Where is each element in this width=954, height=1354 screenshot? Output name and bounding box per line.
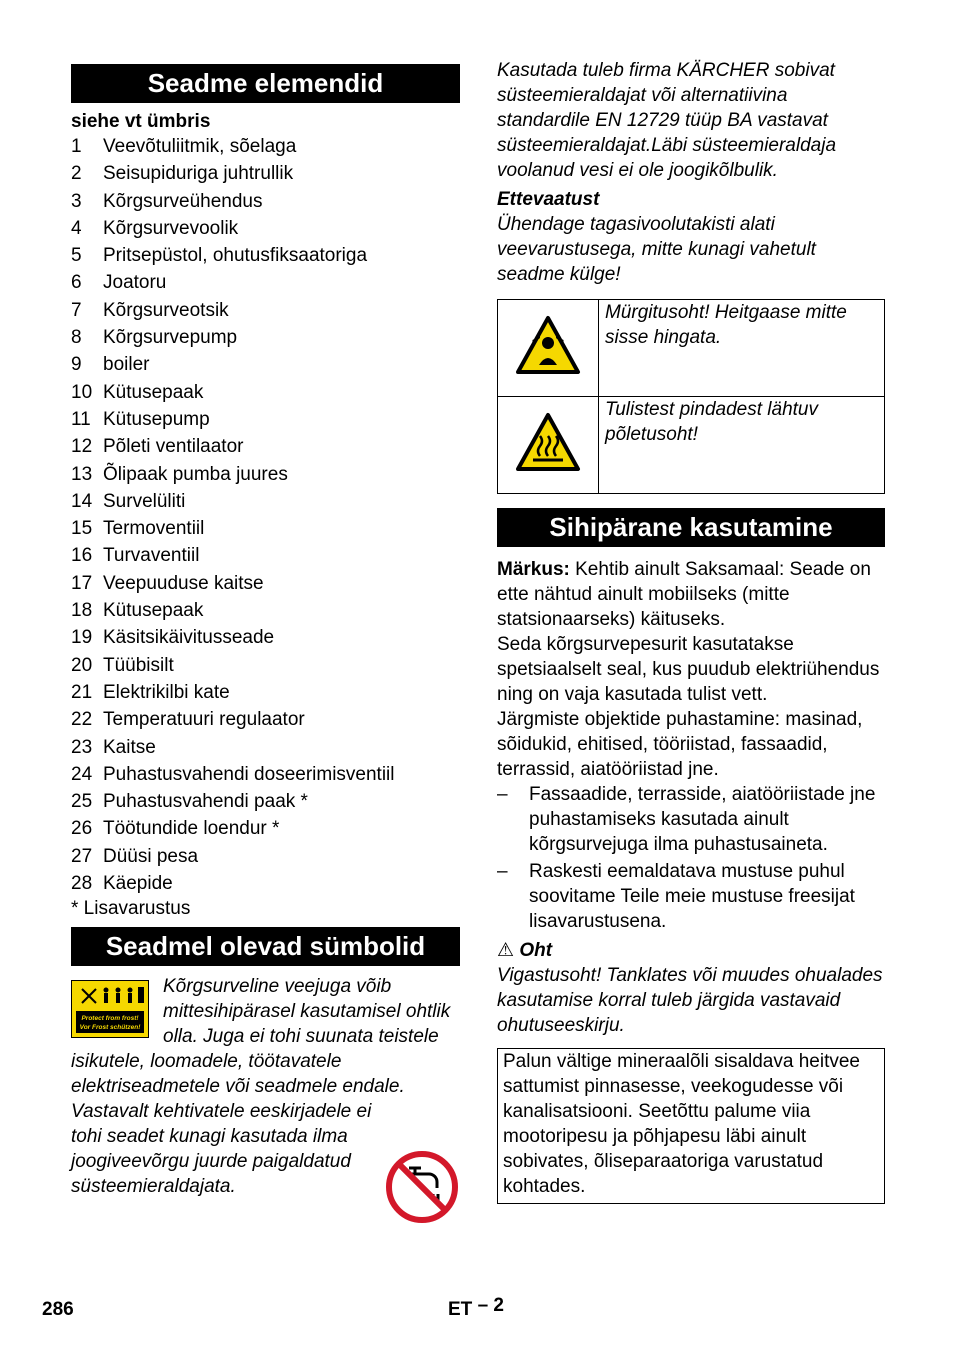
- list-item-text: Termoventiil: [103, 518, 205, 540]
- list-item-number: 18: [71, 600, 93, 622]
- hazard-table: [497, 299, 885, 494]
- list-item: [71, 843, 460, 870]
- list-item-number: 4: [71, 217, 82, 239]
- list-item: [71, 160, 460, 187]
- footer-section-label: [448, 1297, 504, 1322]
- list-item-text: Tüübisilt: [103, 654, 174, 676]
- list-item: [71, 652, 460, 679]
- list-item-number: 13: [71, 463, 93, 485]
- symbols-text-spray-warning: Kõrgsurveline veejuga võib mittesihipärasel kasutamisel ohtlik olla. Juga ei tohi suunata teistele isikutele, loomadele, töötavatele elektriseadmetele või seadmele endale.: [71, 976, 451, 1098]
- list-item: [71, 269, 460, 296]
- list-item-text: Õlipaak pumba juures: [103, 463, 288, 485]
- parts-list: [71, 133, 460, 897]
- list-item-number: 9: [71, 354, 82, 376]
- list-item: – Fassaadide, terrasside, aiatööriistade jne puhastamiseks kasutada ainult kõrgsurvejuga ilma puhastusaineta.: [497, 782, 885, 857]
- list-item-number: 16: [71, 545, 93, 567]
- no-drinking-water-icon: [385, 1150, 459, 1224]
- list-item: [71, 706, 460, 733]
- sign-text-line-1: Protect from frost!: [81, 1015, 139, 1023]
- list-item-text: Puhastusvahendi paak *: [103, 791, 308, 813]
- list-item-number: 23: [71, 736, 93, 758]
- parts-footnote: * Lisavarustus: [71, 898, 191, 920]
- note-text: Kehtib ainult Saksamaal: Seade on ette nähtud ainult mobiilseks (mitte statsionaarseks) käituseks.: [497, 559, 871, 630]
- right-column: [497, 58, 885, 1204]
- language-code: ET: [448, 1299, 473, 1320]
- list-item-number: 19: [71, 627, 93, 649]
- list-item-text: Kõrgsurveühendus: [103, 190, 263, 212]
- environment-notice-box: Palun vältige mineraalõli sisaldava heitvee sattumist pinnasesse, veekogudesse või kanalisatsiooni. Seetõttu palume viia mootoripesu ja põhjapesu läbi ainult sobivates, õliseparaatoriga varustatud kohtades.: [497, 1048, 885, 1204]
- list-item-text: Kütusepaak: [103, 600, 204, 622]
- list-item: [71, 242, 460, 269]
- list-item-number: 22: [71, 709, 93, 731]
- left-column: [71, 64, 460, 1199]
- list-item-text: Kõrgsurveotsik: [103, 299, 229, 321]
- symbols-block: [71, 974, 460, 1199]
- page-number: 286: [42, 1299, 74, 1320]
- list-item-number: 2: [71, 163, 82, 185]
- list-item-text: Põleti ventilaator: [103, 436, 244, 458]
- list-item: [71, 788, 460, 815]
- list-item-text: Seisupiduriga juhtrullik: [103, 163, 294, 185]
- list-item-text: Fassaadide, terrasside, aiatööriistade jne puhastamiseks kasutada ainult kõrgsurvejuga ilma puhastusaineta.: [529, 784, 876, 855]
- hazard-row-exhaust: [498, 300, 885, 397]
- list-item: [71, 215, 460, 242]
- list-item-number: 25: [71, 791, 93, 813]
- hazard-row-hot-surface: [498, 397, 885, 494]
- toxic-gas-warning-icon: [515, 315, 581, 375]
- list-item: [71, 461, 460, 488]
- use-paragraph-2: Järgmiste objektide puhastamine: masinad, sõidukid, ehitised, tööriistad, fassaadid, terrassid, aiatööriistad jne.: [497, 709, 863, 780]
- list-item-number: 17: [71, 572, 93, 594]
- list-item: [71, 297, 460, 324]
- list-item-text: Käsitsikäivitusseade: [103, 627, 275, 649]
- hot-surface-warning-icon: [515, 412, 581, 472]
- hazard-icon-cell: [498, 397, 599, 494]
- note-paragraph: [497, 557, 885, 632]
- warning-triangle-icon: ⚠: [497, 940, 515, 961]
- list-item-text: Kütusepaak: [103, 381, 204, 403]
- section-heading-device-elements: Seadme elemendid: [71, 64, 460, 103]
- list-item: [71, 133, 460, 160]
- list-item-text: Käepide: [103, 873, 173, 895]
- list-item: [71, 379, 460, 406]
- list-item-text: Temperatuuri regulaator: [103, 709, 305, 731]
- note-label: Märkus:: [497, 559, 570, 580]
- list-item-text: Kõrgsurvepump: [103, 327, 238, 349]
- high-pressure-warning-sign-icon: [71, 980, 149, 1038]
- list-item-number: 7: [71, 299, 82, 321]
- list-item-number: 5: [71, 245, 82, 267]
- section-heading-device-symbols: Seadmel olevad sümbolid: [71, 927, 460, 966]
- list-item: [71, 433, 460, 460]
- list-item: [71, 870, 460, 897]
- list-item-text: Töötundide loendur *: [103, 818, 280, 840]
- caution-text: Ühendage tagasivoolutakisti alati veevarustusega, mitte kunagi vahetult seadme külge!: [497, 214, 816, 285]
- hazard-icon-cell: [498, 300, 599, 397]
- list-item: [71, 815, 460, 842]
- section-heading-intended-use: Sihipärane kasutamine: [497, 508, 885, 547]
- list-item-number: 28: [71, 873, 93, 895]
- list-item-number: 3: [71, 190, 82, 212]
- danger-label: Oht: [519, 940, 553, 961]
- list-item: [71, 324, 460, 351]
- list-item-text: Turvaventiil: [103, 545, 200, 567]
- list-item: [71, 761, 460, 788]
- caution-label: Ettevaatust: [497, 189, 600, 210]
- list-item-number: 26: [71, 818, 93, 840]
- list-item-number: 27: [71, 845, 93, 867]
- use-paragraph-1: Seda kõrgsurvepesurit kasutatakse spetsiaalselt seal, kus puudub elektriühendus ning on vaja kasutada tulist vett.: [497, 634, 880, 705]
- hazard-text-hot-surface: Tulistest pindadest lähtuv põletusoht!: [599, 397, 885, 494]
- system-separator-intro: Kasutada tuleb firma KÄRCHER sobivat süsteemieraldajat või alternatiivina standardile EN 12729 tüüp BA vastavat süsteemieraldajat.Läbi süsteemieraldaja voolanud vesi ei ole joogikõlbulik.: [497, 60, 837, 181]
- list-item-number: 11: [71, 408, 91, 430]
- list-item: [71, 597, 460, 624]
- list-item-text: Veevõtuliitmik, sõelaga: [103, 136, 297, 157]
- list-item-text: Survelüliti: [103, 490, 186, 512]
- list-item-text: Joatoru: [103, 272, 167, 294]
- list-item-number: 6: [71, 272, 82, 294]
- list-item-number: 12: [71, 436, 93, 458]
- list-item: [71, 570, 460, 597]
- list-item-text: Düüsi pesa: [103, 845, 199, 867]
- list-item: [71, 351, 460, 378]
- list-item-text: Kütusepump: [103, 408, 210, 430]
- list-item-number: 1: [71, 136, 82, 157]
- list-item-number: 10: [71, 381, 93, 403]
- list-item-text: Elektrikilbi kate: [103, 681, 230, 703]
- list-item: [71, 679, 460, 706]
- list-item: [71, 188, 460, 215]
- list-item: [71, 488, 460, 515]
- list-item-text: Kõrgsurvevoolik: [103, 217, 239, 239]
- list-item: [71, 406, 460, 433]
- list-item: [71, 624, 460, 651]
- symbols-text-system-separator: Vastavalt kehtivatele eeskirjadele ei tohi seadet kunagi kasutada ilma joogiveevõrgu juurde paigaldatud süsteemieraldajata.: [71, 1101, 372, 1198]
- list-item-number: 14: [71, 490, 93, 512]
- elements-subheading: siehe vt ümbris: [71, 111, 211, 132]
- list-item-text: Kaitse: [103, 736, 156, 758]
- list-item-number: 8: [71, 327, 82, 349]
- hazard-text-exhaust: Mürgitusoht! Heitgaase mitte sisse hingata.: [599, 300, 885, 397]
- list-item-text: Veepuuduse kaitse: [103, 572, 264, 594]
- list-item-number: 21: [71, 681, 93, 703]
- list-item: [71, 515, 460, 542]
- list-item-text: Raskesti eemaldatava mustuse puhul soovitame Teile meie mustuse freesijat lisavarustusena.: [529, 861, 855, 932]
- dash-list: [497, 782, 885, 934]
- danger-heading: [497, 938, 885, 963]
- list-item-text: Puhastusvahendi doseerimisventiil: [103, 763, 395, 785]
- list-item-text: Pritsepüstol, ohutusfiksaatoriga: [103, 245, 368, 267]
- sign-text-line-2: Vor Frost schützen!: [79, 1024, 141, 1032]
- danger-text: Vigastusoht! Tanklates või muudes ohualades kasutamise korral tuleb järgida vastavaid ohutuseeskirju.: [497, 965, 883, 1036]
- list-item: [71, 734, 460, 761]
- list-item-number: 20: [71, 654, 93, 676]
- list-item-number: 24: [71, 763, 93, 785]
- list-item-number: 15: [71, 518, 93, 540]
- list-item: – Raskesti eemaldatava mustuse puhul soovitame Teile meie mustuse freesijat lisavarustusena.: [497, 859, 885, 934]
- section-number: – 2: [477, 1295, 504, 1316]
- list-item-text: boiler: [103, 354, 150, 376]
- list-item: [71, 542, 460, 569]
